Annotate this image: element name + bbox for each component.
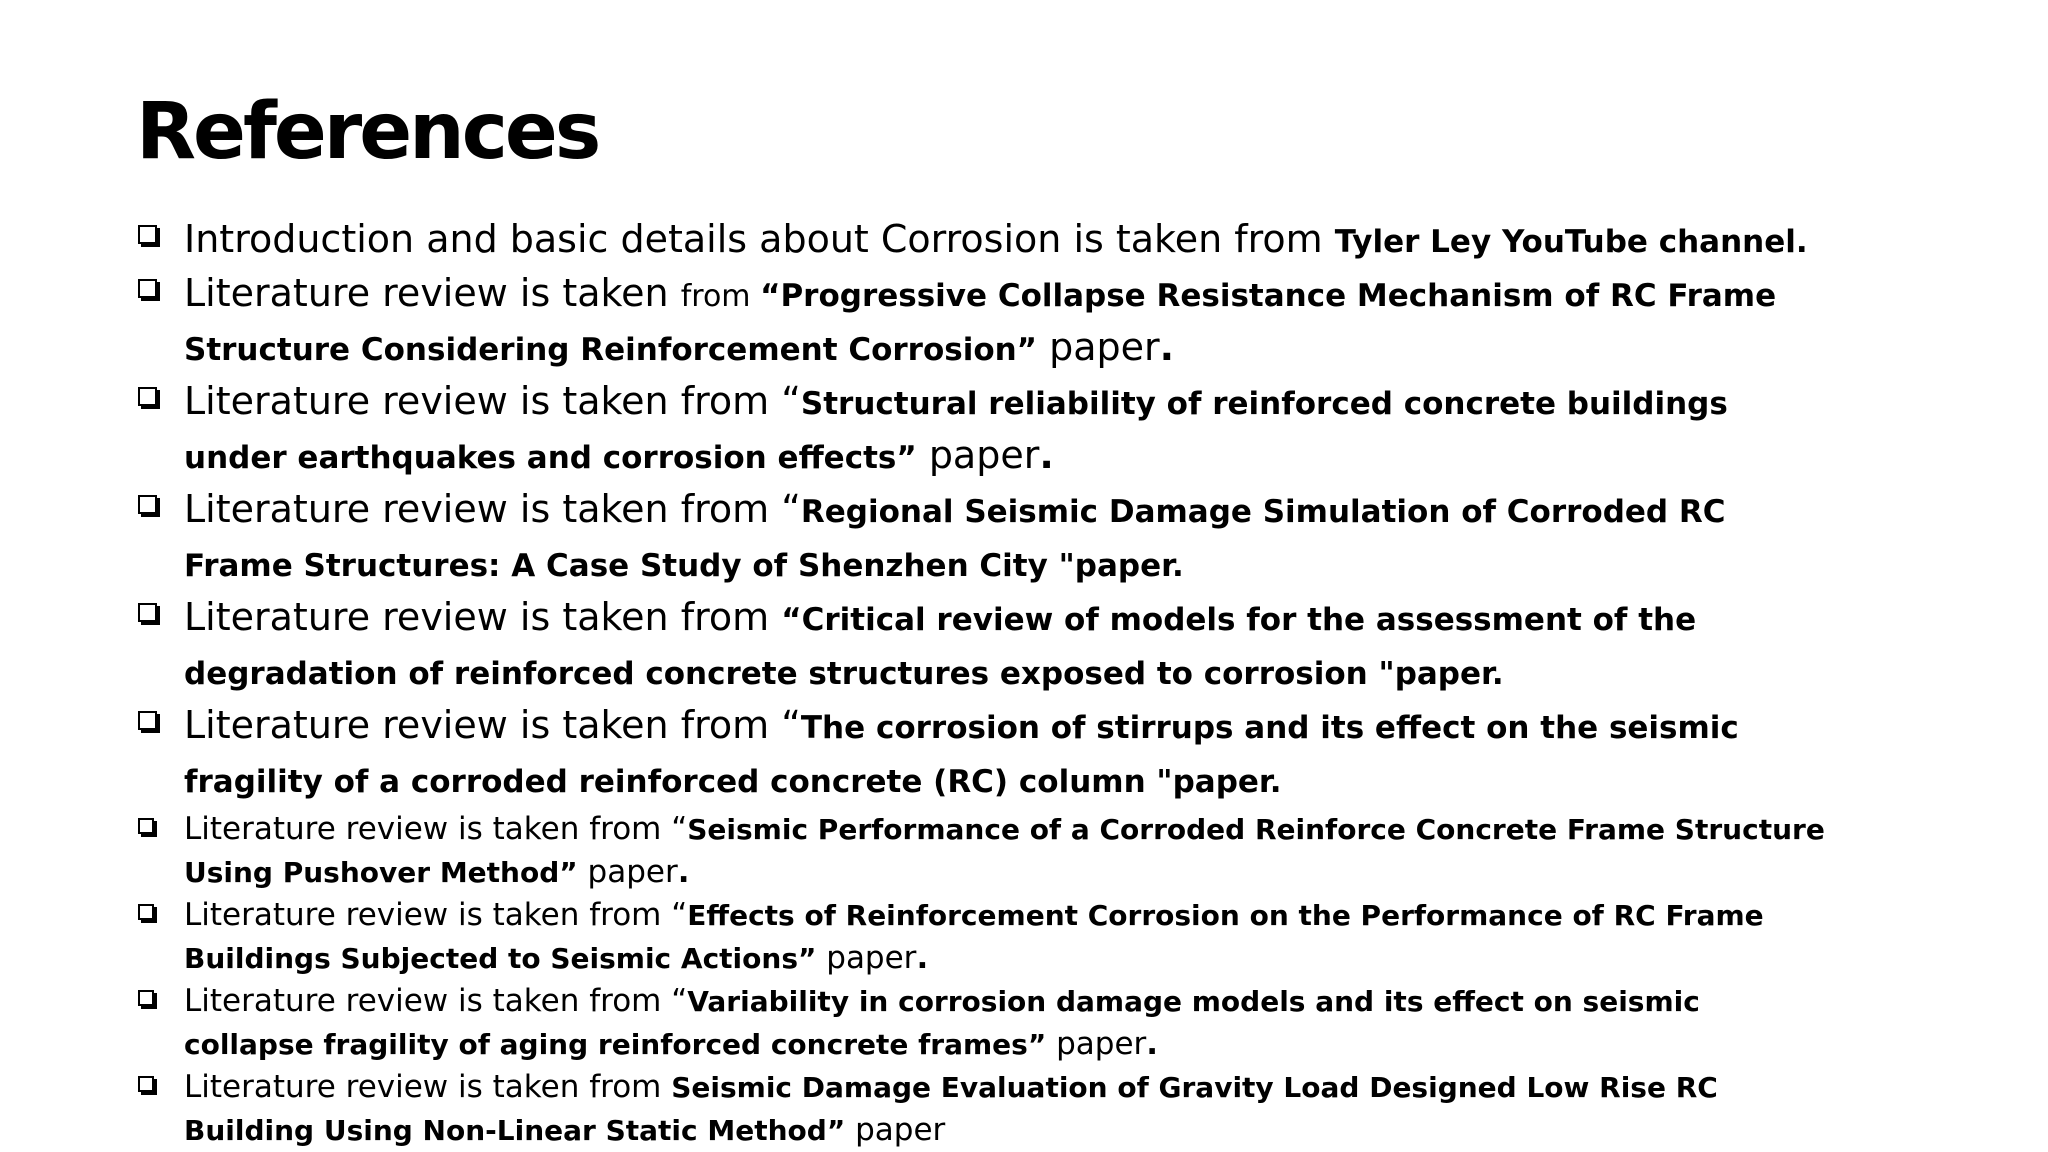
reference-paper-word: paper bbox=[816, 940, 917, 976]
checkbox-bullet-icon bbox=[138, 904, 154, 920]
checkbox-bullet-icon bbox=[138, 279, 157, 298]
reference-period: . bbox=[677, 854, 690, 890]
reference-lead: Literature review is taken from “ bbox=[184, 983, 688, 1019]
reference-source: “Progressive Collapse Resistance Mechanism of RC Frame Structure Considering Reinforcement Corrosion” bbox=[184, 278, 1777, 368]
reference-item bbox=[136, 894, 1836, 980]
reference-paper-word: paper bbox=[916, 433, 1040, 477]
reference-lead: Literature review is taken from bbox=[184, 1069, 672, 1105]
reference-lead: Literature review is taken from “ bbox=[184, 811, 688, 847]
reference-period: . bbox=[916, 940, 929, 976]
checkbox-bullet-icon bbox=[138, 711, 157, 730]
reference-lead: Literature review is taken from bbox=[184, 595, 782, 639]
reference-lead: Literature review is taken bbox=[184, 271, 681, 315]
reference-lead-small: from bbox=[680, 279, 761, 314]
reference-lead: Literature review is taken from “ bbox=[184, 379, 801, 423]
checkbox-bullet-icon bbox=[138, 225, 157, 244]
reference-source: Regional Seismic Damage Simulation of Corroded RC Frame Structures: A Case Study of Shenzhen City "paper. bbox=[184, 494, 1726, 584]
reference-paper-word: paper bbox=[577, 854, 678, 890]
reference-lead: Literature review is taken from “ bbox=[184, 487, 801, 531]
reference-period: . bbox=[1039, 433, 1054, 477]
reference-source: Structural reliability of reinforced concrete buildings under earthquakes and corrosion effects” bbox=[184, 386, 1728, 476]
reference-source: Variability in corrosion damage models and its effect on seismic collapse fragility of aging reinforced concrete frames” bbox=[184, 985, 1700, 1061]
reference-list bbox=[136, 214, 1836, 1152]
reference-source: “Critical review of models for the assessment of the degradation of reinforced concrete structures exposed to corrosion "paper. bbox=[184, 602, 1697, 692]
reference-paper-word: paper bbox=[1046, 1026, 1147, 1062]
reference-paper-word: paper bbox=[845, 1112, 946, 1148]
reference-period: . bbox=[1159, 325, 1175, 369]
checkbox-bullet-icon bbox=[138, 990, 154, 1006]
reference-item bbox=[136, 592, 1836, 700]
reference-source: Seismic Damage Evaluation of Gravity Load Designed Low Rise RC Building Using Non-Linear Static Method” bbox=[184, 1071, 1718, 1147]
checkbox-bullet-icon bbox=[138, 1076, 154, 1092]
reference-period: . bbox=[1146, 1026, 1159, 1062]
reference-source: Effects of Reinforcement Corrosion on the Performance of RC Frame Buildings Subjected to Seismic Actions” bbox=[184, 899, 1764, 975]
reference-item bbox=[136, 484, 1836, 592]
reference-lead: Literature review is taken from “ bbox=[184, 897, 688, 933]
reference-item bbox=[136, 980, 1836, 1066]
slide-title: References bbox=[136, 87, 599, 177]
checkbox-bullet-icon bbox=[138, 818, 154, 834]
reference-item bbox=[136, 1066, 1836, 1152]
checkbox-bullet-icon bbox=[138, 603, 157, 622]
reference-lead: Introduction and basic details about Corrosion is taken from bbox=[184, 217, 1335, 261]
reference-item bbox=[136, 268, 1836, 376]
reference-source: Tyler Ley YouTube channel. bbox=[1334, 224, 1808, 260]
checkbox-bullet-icon bbox=[138, 495, 157, 514]
reference-item bbox=[136, 376, 1836, 484]
reference-lead: Literature review is taken from “ bbox=[184, 703, 801, 747]
reference-item bbox=[136, 700, 1836, 808]
reference-source: The corrosion of stirrups and its effect on the seismic fragility of a corroded reinforced concrete (RC) column "paper. bbox=[184, 710, 1739, 800]
reference-item bbox=[136, 808, 1836, 894]
reference-paper-word: paper bbox=[1037, 325, 1160, 369]
reference-item bbox=[136, 214, 1836, 268]
reference-source: Seismic Performance of a Corroded Reinforce Concrete Frame Structure Using Pushover Method” bbox=[184, 813, 1825, 889]
checkbox-bullet-icon bbox=[138, 387, 157, 406]
